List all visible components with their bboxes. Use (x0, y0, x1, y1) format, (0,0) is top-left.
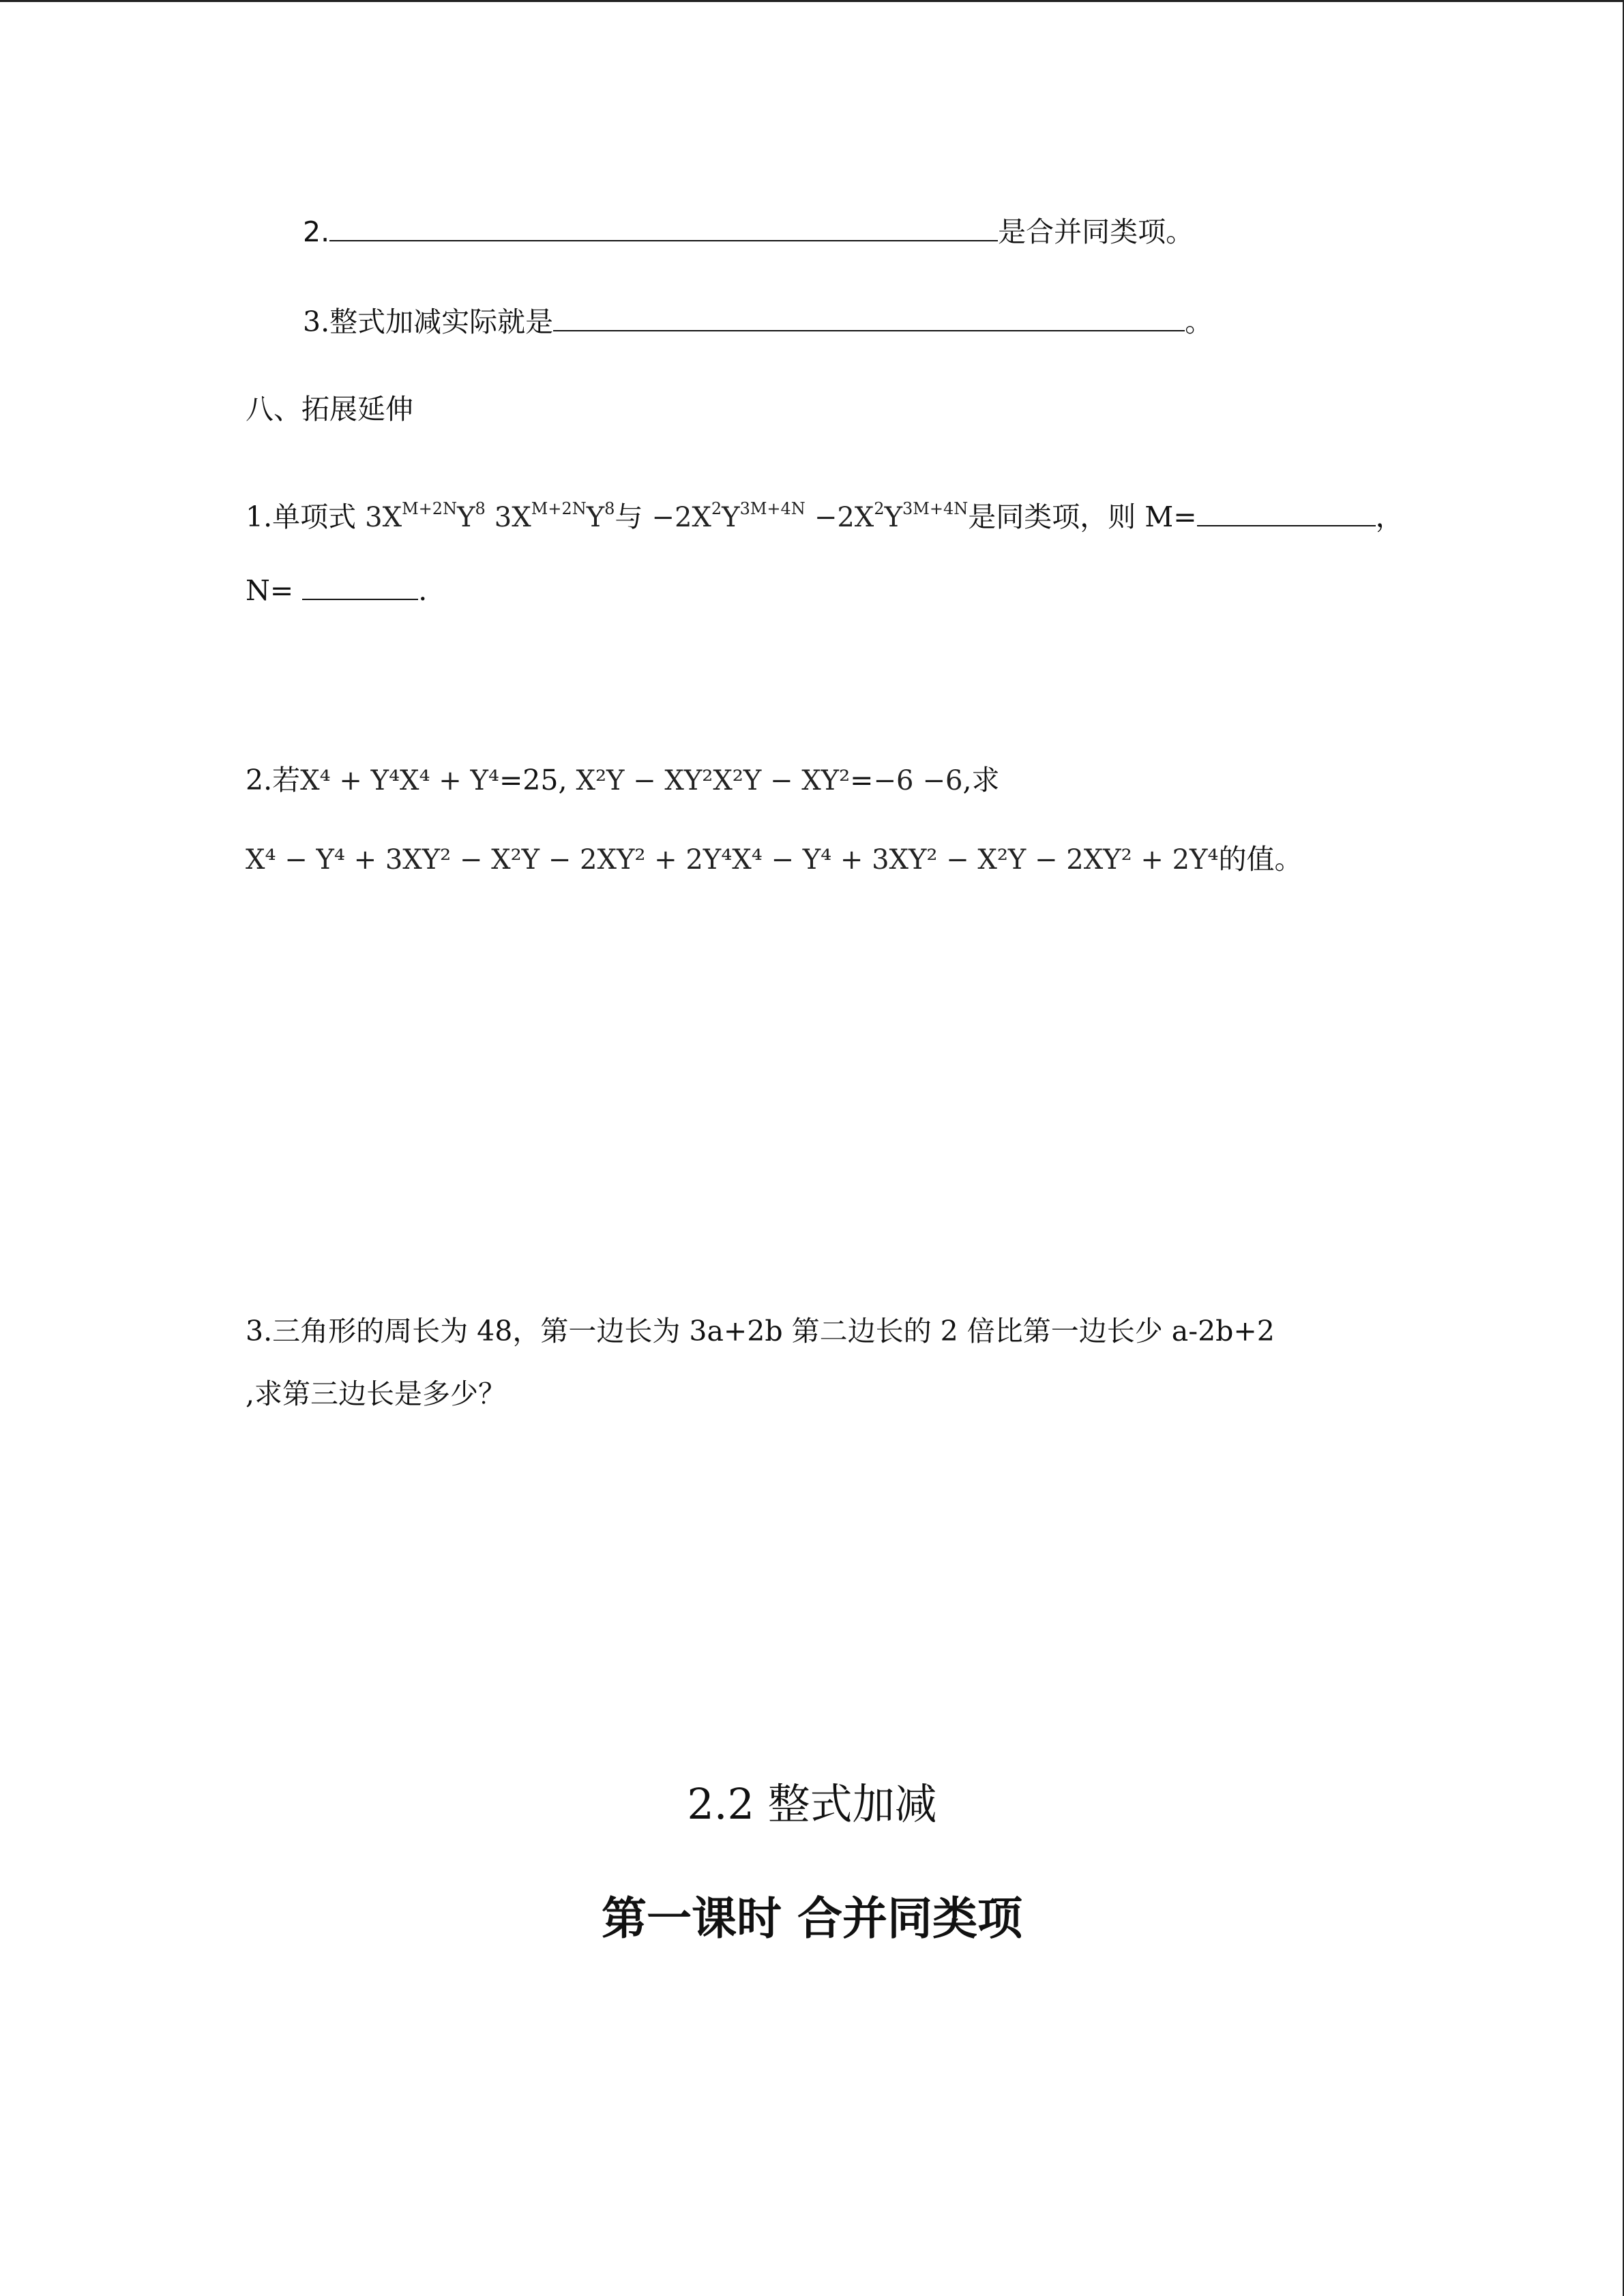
m-answer-blank[interactable] (1197, 498, 1376, 526)
question-2 (246, 764, 1000, 797)
monomial-a: $3X^{M+2N}Y^8$ (365, 499, 486, 533)
target-expression-repeat: X⁴ − Y⁴ + 3XY² − X²Y − 2XY² + 2Y⁴ (732, 844, 1219, 876)
q2-eq1: =25, (499, 764, 567, 796)
value-neg6-repeat: −6 (922, 765, 963, 796)
monomial-b-repeat: $-2X^2Y^{3M+4N}$ (814, 499, 969, 533)
q1-comma: ， (1375, 501, 1404, 533)
q1-middle: 是同类项，则 M= (968, 501, 1197, 533)
question-1-n (246, 571, 427, 608)
top-border (0, 0, 1624, 2)
expr-x2y-minus-xy2-repeat: X²Y − XY² (713, 765, 851, 796)
n-answer-blank[interactable] (302, 571, 418, 600)
question-2-expression (246, 843, 1302, 876)
lesson-title: 2.2 整式加减 (687, 1779, 937, 1829)
expr-x4-plus-y4: X⁴ + Y⁴ (300, 765, 400, 796)
fill-item-3 (303, 303, 1213, 339)
n-label: N= (246, 574, 294, 607)
q1-lead: 1.单项式 (246, 501, 357, 533)
expr-x4-plus-y4-repeat: X⁴ + Y⁴ (400, 765, 499, 796)
lesson-subtitle: 第一课时 合并同类项 (602, 1892, 1022, 1945)
q2-end: 的值。 (1218, 843, 1303, 876)
fill-item-2-number: 2. (303, 215, 330, 248)
q1-joiner: 与 (615, 501, 643, 533)
fill-item-2-suffix: 是合并同类项。 (998, 215, 1194, 248)
section-heading: 八、拓展延伸 (246, 393, 413, 426)
question-1 (246, 498, 1404, 534)
expr-x2y-minus-xy2: X²Y − XY² (576, 765, 713, 796)
q2-eq2: = (850, 764, 874, 796)
target-expression: X⁴ − Y⁴ + 3XY² − X²Y − 2XY² + 2Y⁴ (246, 844, 733, 876)
answer-blank[interactable] (329, 213, 998, 241)
answer-blank[interactable] (553, 303, 1185, 331)
fill-item-3-text: 3.整式加减实际就是 (303, 305, 554, 338)
monomial-a-repeat: $3X^{M+2N}Y^8$ (494, 499, 615, 533)
question-3-line-2: ,求第三边长是多少？ (246, 1377, 507, 1410)
question-3-line-1: 3.三角形的周长为 48，第一边长为 3a+2b 第二边长的 2 倍比第一边长少 a-2b+2 (246, 1315, 1275, 1347)
q2-tail: ,求 (962, 764, 1000, 796)
fill-item-2 (303, 213, 1194, 249)
fill-item-3-suffix: 。 (1185, 305, 1213, 338)
n-end: . (418, 574, 428, 607)
monomial-b: $-2X^2Y^{3M+4N}$ (651, 499, 806, 533)
q2-lead: 2.若 (246, 764, 301, 796)
value-neg6: −6 (873, 765, 914, 796)
